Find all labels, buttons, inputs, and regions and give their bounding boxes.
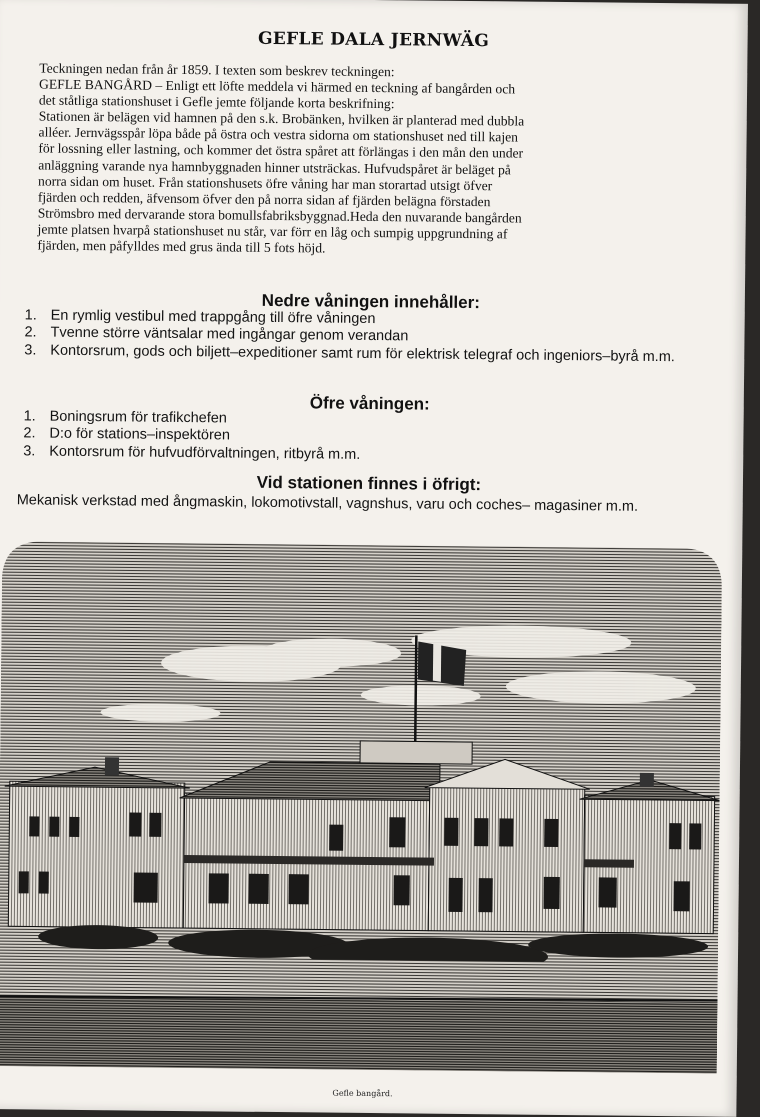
intro-line: jemte platsen hvarpå stationshuset nu står, var förr en låg och sumpig uppgrundning af	[37, 221, 508, 242]
intro-line: norra sidan om huset. Från stationshusets öfre våning har man storartad utsigt öfver	[38, 173, 493, 193]
intro-line: Stationen är belägen vid hamnen på den s.k. Brobänken, hvilken är planterad med dubbla	[38, 108, 525, 129]
upper-floor-heading: Öfre våningen:	[309, 393, 430, 414]
intro-line: alléer. Jernvägsspår löpa både på östra och vestra sidorna om stationshuset ned till kajen	[38, 124, 519, 145]
intro-line: för lossning eller lastning, och kommer det östra spåret att förlängas i den mån den under	[38, 140, 524, 162]
list-item: 1. Boningsrum för trafikchefen	[23, 408, 228, 427]
flagpole	[415, 635, 416, 755]
intro-line: GEFLE BANGÅRD – Enligt ett löfte meddela vi härmed en teckning af bangården och	[39, 76, 516, 97]
intro-line: fjärden, men påfylldes med grus ända till 5 fots höjd.	[37, 237, 326, 256]
intro-line: Strömsbro med dervarande stora bomullsfabriksbyggnad.Heda den nuvarande bangården	[37, 205, 522, 226]
upper-floor-list	[19, 408, 680, 467]
misc-heading: Vid stationen finnes i öfrigt:	[256, 472, 482, 495]
document-title: GEFLE DALA JERNWÄG	[257, 28, 490, 52]
engraving-caption: Gefle bangård.	[332, 1088, 393, 1099]
misc-text: Mekanisk verkstad med ångmaskin, lokomotivstall, vagnshus, varu och coches– magasiner m.m.	[16, 492, 639, 515]
intro-line: anläggning varande nya hamnbyggnaden hinner utsträckas. Hufvudspåret är beläget på	[38, 157, 511, 178]
list-item: 3. Kontorsrum för hufvudförvaltningen, ritbyrå m.m.	[23, 443, 361, 463]
list-item: 1. En rymlig vestibul med trappgång till öfre våningen	[24, 307, 376, 328]
list-item: 2. Tvenne större väntsalar med ingångar genom verandan	[24, 324, 409, 345]
station-engraving	[0, 541, 722, 1074]
lower-floor-list	[20, 307, 681, 366]
lower-floor-heading: Nedre våningen innehåller:	[261, 290, 481, 313]
intro-text	[37, 60, 695, 260]
list-item: 3. Kontorsrum, gods och biljett–expeditioner samt rum för elektrisk telegraf och ingeniors–byrå m.m.	[24, 342, 675, 365]
list-item: 2. D:o för stations–inspektören	[23, 425, 231, 444]
intro-line: det ståtliga stationshuset i Gefle jemte följande korta beskrifning:	[38, 92, 395, 112]
intro-line: Teckningen nedan från år 1859. I texten som beskrev teckningen:	[39, 60, 395, 80]
intro-line: fjärden och redden, äfvensom öfver den på norra sidan af fjärden belägna förstaden	[37, 189, 491, 209]
